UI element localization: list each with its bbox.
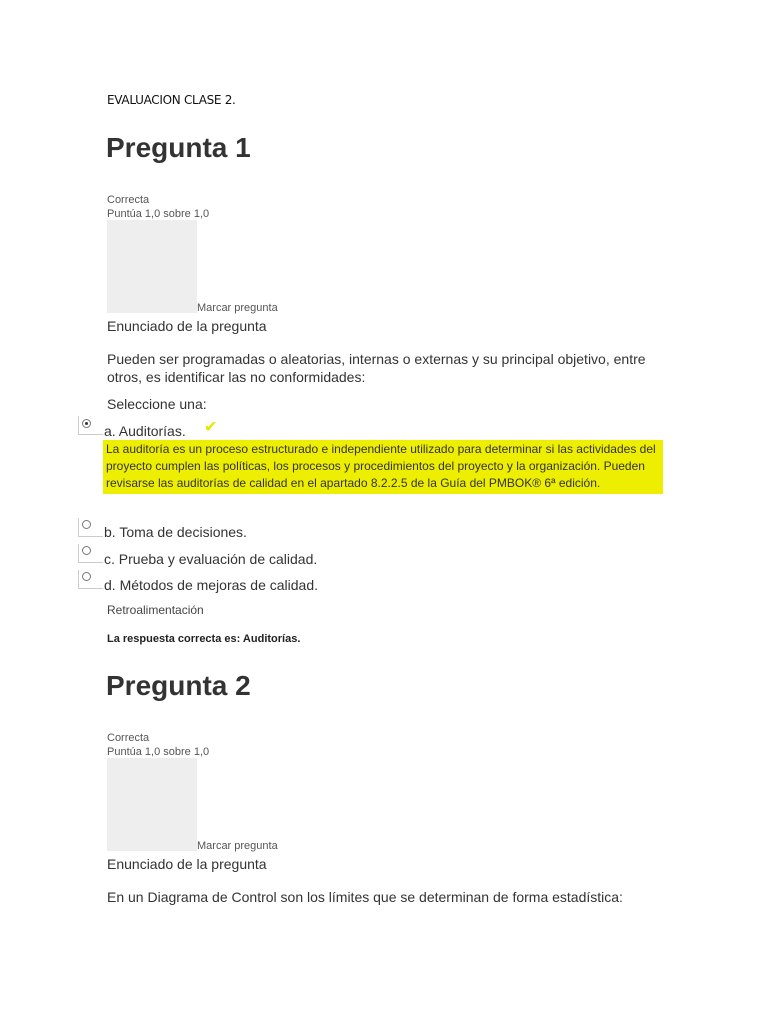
flag-question-link[interactable]: Marcar pregunta [197,302,278,314]
question-1-prompt: Seleccione una: [107,396,207,412]
option-a-radio[interactable] [82,419,91,428]
option-c-frame [78,544,103,563]
check-icon: ✔ [204,419,218,436]
question-1-heading: Pregunta 1 [106,132,251,163]
option-c-label[interactable]: c. Prueba y evaluación de calidad. [104,551,318,567]
option-a-feedback: La auditoría es un proceso estructurado e independiente utilizado para determinar si las actividades del proyecto cumplen las políticas, los procesos y procedimientos del proyecto y la organización. Pueden revisarse las auditorías de calidad en el apartado 8.2.2.5 de la Guía del PMBOK® 6ª edición. [103,440,663,494]
question-1-feedback-label: Retroalimentación [107,603,204,617]
option-b-radio[interactable] [82,520,91,529]
question-1-enunciado-label: Enunciado de la pregunta [107,318,267,334]
option-d-frame [78,570,103,589]
option-d-radio[interactable] [82,572,91,581]
option-d-label[interactable]: d. Métodos de mejoras de calidad. [104,577,319,593]
flag-question-link[interactable]: Marcar pregunta [197,840,278,852]
document-title: EVALUACION CLASE 2. [107,93,236,107]
question-2-state: Correcta [107,732,150,744]
question-1-text: Pueden ser programadas o aleatorias, internas o externas y su principal objetivo, entre otros, es identificar las no conformidades: [107,351,646,385]
question-2-heading: Pregunta 2 [106,670,251,701]
question-2-enunciado-label: Enunciado de la pregunta [107,856,267,872]
option-a-label[interactable]: a. Auditorías. [104,423,186,439]
question-2-text: En un Diagrama de Control son los límites que se determinan de forma estadística: [107,889,623,905]
question-1-score: Puntúa 1,0 sobre 1,0 [107,208,210,220]
flag-image-placeholder[interactable] [107,220,197,313]
flag-image-placeholder[interactable] [107,758,197,851]
question-1-correct-answer: La respuesta correcta es: Auditorías. [107,633,301,645]
option-b-frame [78,518,103,537]
question-1-state: Correcta [107,194,150,206]
option-c-radio[interactable] [82,546,91,555]
question-2-score: Puntúa 1,0 sobre 1,0 [107,746,210,758]
option-b-label[interactable]: b. Toma de decisiones. [104,524,247,540]
